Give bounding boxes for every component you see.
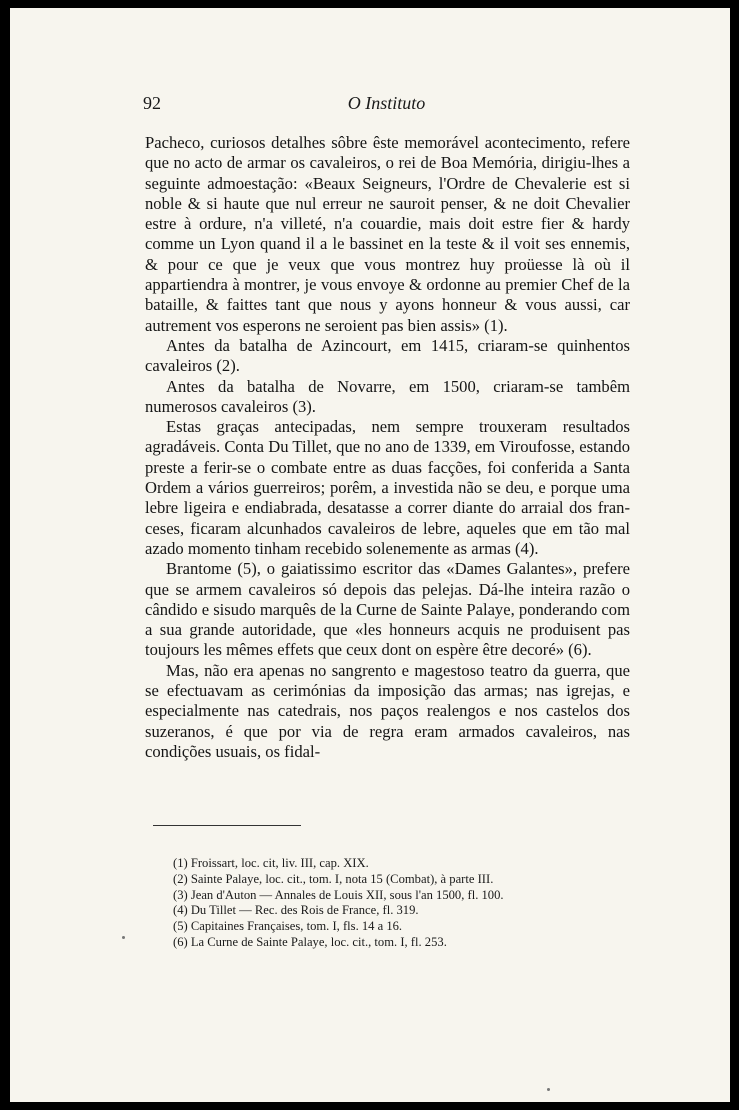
paragraph: Antes da batalha de Azincourt, em 1415, criaram-se quinhentos cavaleiros (2). — [145, 335, 630, 376]
body-text — [145, 133, 630, 762]
paragraph: Antes da batalha de Novarre, em 1500, criaram-se tambêm numerosos cavaleiros (3). — [145, 376, 630, 416]
book-page — [10, 8, 730, 1102]
footnote-separator — [153, 825, 301, 826]
running-title: O Instituto — [347, 93, 426, 113]
paragraph: Mas, não era apenas no sangrento e magestoso teatro da guerra, que se efectuavam as cerimónias da imposição das armas; nas igrejas, e especialmente nas catedrais, nos paços realengos e nos castelos dos suzeranos, é que por via de regra eram armados cavaleiros, nas condições usuais, os fidal- — [145, 660, 630, 761]
footnotes — [173, 856, 613, 951]
paragraph: Estas graças antecipadas, nem sempre trouxeram resultados agradáveis. Conta Du Tillet, que no ano de 1339, em Viroufosse, estando preste a ferir-se o combate entre as duas facções, foi conferida a Santa Ordem a vários guerreiros; porêm, a investida não se deu, e porque uma lebre ligeira e endiabrada, desatasse a correr diante do arraial dos franceses, ficaram alcunhados cavaleiros de lebre, aqueles que em tão mal azado momento tinham recebido solenemente as armas (4). — [145, 417, 630, 558]
footnote: (3) Jean d'Auton — Annales de Louis XII, sous l'an 1500, fl. 100. — [173, 887, 504, 902]
page-header — [143, 93, 630, 117]
paragraph: Pacheco, curiosos detalhes sôbre êste memorável acontecimento, refere que no acto de armar os cavaleiros, o rei de Boa Memória, dirigiu-lhes a seguinte admoestação: «Beaux Seigneurs, l'Ordre de Chevalerie est si noble & si haute que nul erreur ne sauroit penser, & ne doit Chevalier estre à ordure, n'a villeté, n'a couardie, mais doit estre fier & hardy comme un Lyon quand il a le bassinet en la teste & il voit ses ennemis, & pour ce que je veux que vous montrez huy proüesse là où il appartiendra à montrer, je vous envoye & ordonne au premier Chef de la bataille, & faittes tant que nous y ayons honneur & vous aussi, car autrement vos esperons ne seroient pas bien assis» (1). — [145, 133, 630, 335]
footnote: (1) Froissart, loc. cit, liv. III, cap. XIX. — [173, 856, 369, 870]
paragraph: Brantome (5), o gaiatissimo escritor das «Dames Galantes», prefere que se armem cavaleiros só depois das pelejas. Dá-lhe inteira razão o cândido e sisudo marquês de la Curne de Sainte Palaye, ponderando com a sua grande autoridade, que «les honneurs acquis ne produisent pas toujours les mêmes effets que ceux dont on espère être decoré» (6). — [145, 559, 630, 660]
footnote: (6) La Curne de Sainte Palaye, loc. cit., tom. I, fl. 253. — [173, 934, 447, 949]
footnote: (4) Du Tillet — Rec. des Rois de France, fl. 319. — [173, 903, 419, 918]
scan-speck — [547, 1088, 550, 1091]
scan-speck — [122, 936, 125, 939]
footnote: (5) Capitaines Françaises, tom. I, fls. 14 a 16. — [173, 919, 403, 934]
page-number: 92 — [143, 93, 161, 113]
footnote: (2) Sainte Palaye, loc. cit., tom. I, nota 15 (Combat), à parte III. — [173, 871, 494, 886]
